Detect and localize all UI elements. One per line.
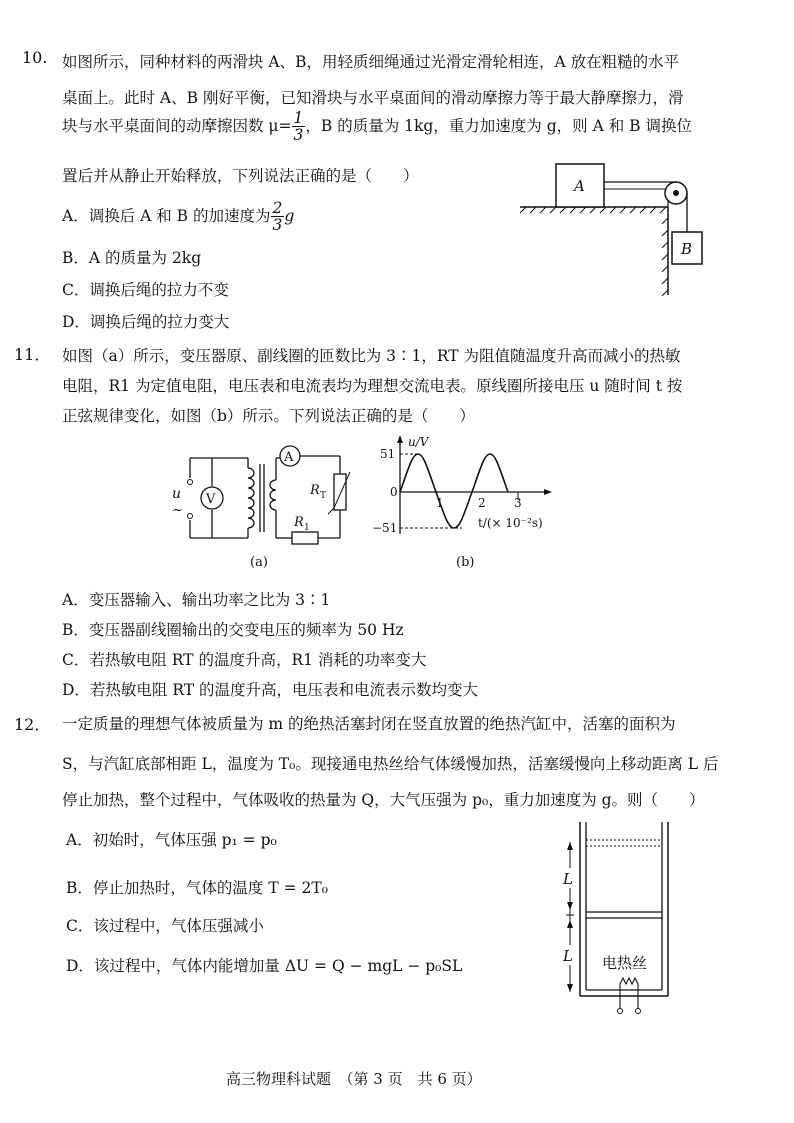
q11-line1: 如图（a）所示，变压器原、副线圈的匝数比为 3∶1，RT 为阻值随温度升高而减小的热敏 <box>62 347 681 365</box>
q11-option-b: B．变压器副线圈输出的交变电压的频率为 50 Hz <box>62 621 404 639</box>
q10-option-b: B．A 的质量为 2kg <box>62 249 202 267</box>
accel-fraction: $\frac{2}{3}$ <box>272 199 283 235</box>
q10-line4: 置后并从静止开始释放，下列说法正确的是（ ） <box>62 167 419 185</box>
q10-line3-part1: 块与水平桌面间的动摩擦因数 μ= <box>62 116 292 135</box>
q10-option-a: A．调换后 A 和 B 的加速度为 $\frac{2}{3}$ g <box>62 199 295 235</box>
q12-option-c: C．该过程中，气体压强减小 <box>66 917 264 935</box>
heater-label: 电热丝 <box>602 954 648 972</box>
q11-option-d: D．若热敏电阻 RT 的温度升高，电压表和电流表示数均变大 <box>62 681 479 699</box>
heater-coil <box>620 978 638 990</box>
q12-cylinder-diagram <box>550 820 690 1020</box>
block-b-label: B <box>681 240 693 258</box>
q10-line3-part2: ，B 的质量为 1kg，重力加速度为 g，则 A 和 B 调换位 <box>305 116 692 135</box>
resistor-r1 <box>292 532 318 544</box>
svg-text:51: 51 <box>380 447 396 461</box>
q12-line1: 一定质量的理想气体被质量为 m 的绝热活塞封闭在竖直放置的绝热汽缸中，活塞的面积为 <box>62 715 676 733</box>
q11-circuit-diagram-a <box>168 438 368 574</box>
svg-text:T: T <box>320 491 327 501</box>
q12-line2: S，与汽缸底部相距 L，温度为 T₀。现接通电热丝给气体缓慢加热，活塞缓慢向上移动距离 L 后 <box>62 755 719 773</box>
q12-number: 12． <box>14 715 51 734</box>
distance-l-upper: L <box>563 870 573 888</box>
q10-option-d: D．调换后绳的拉力变大 <box>62 313 230 331</box>
svg-text:1: 1 <box>436 496 444 510</box>
q12-option-a: A．初始时，气体压强 p₁ = p₀ <box>66 831 277 849</box>
q11-voltage-graph-b <box>370 434 560 574</box>
q10-line2: 桌面上。此时 A、B 刚好平衡，已知滑块与水平桌面间的滑动摩擦力等于最大静摩擦力，滑 <box>62 89 684 107</box>
svg-text:u/V: u/V <box>408 435 429 449</box>
page-footer: 高三物理科试题 （第 3 页 共 6 页） <box>226 1070 482 1088</box>
q10-line3 <box>62 110 692 144</box>
mu-fraction: $\frac{1}{3}$ <box>293 109 304 145</box>
svg-text:−51: −51 <box>372 521 398 535</box>
q11-line3: 正弦规律变化，如图（b）所示。下列说法正确的是（ ） <box>62 407 475 425</box>
q11-option-c: C．若热敏电阻 RT 的温度升高，R1 消耗的功率变大 <box>62 651 427 669</box>
block-a-label: A <box>574 177 585 195</box>
svg-text:1: 1 <box>304 523 310 533</box>
svg-text:A: A <box>284 450 294 465</box>
q11-option-a: A．变压器输入、输出功率之比为 3∶1 <box>62 591 331 609</box>
svg-text:t/(× 10⁻²s): t/(× 10⁻²s) <box>478 516 543 530</box>
q10-option-c: C．调换后绳的拉力不变 <box>62 281 229 299</box>
svg-text:~: ~ <box>172 503 183 518</box>
svg-text:2: 2 <box>478 496 486 510</box>
svg-text:V: V <box>206 492 216 507</box>
q12-line3: 停止加热，整个过程中，气体吸收的热量为 Q，大气压强为 p₀，重力加速度为 g。则（ ） <box>62 791 705 809</box>
q10-line1: 如图所示，同种材料的两滑块 A、B，用轻质细绳通过光滑定滑轮相连，A 放在粗糙的水平 <box>62 53 680 71</box>
svg-text:u: u <box>172 486 182 502</box>
distance-l-lower: L <box>563 947 573 965</box>
svg-text:3: 3 <box>514 496 522 510</box>
q12-option-d: D．该过程中，气体内能增加量 ΔU = Q − mgL − p₀SL <box>66 957 463 975</box>
q12-option-b: B．停止加热时，气体的温度 T = 2T₀ <box>66 879 328 897</box>
q11-number: 11． <box>14 345 51 364</box>
svg-text:R: R <box>294 515 304 530</box>
figure-a-caption: (a) <box>250 555 268 570</box>
q11-line2: 电阻，R1 为定值电阻，电压表和电流表均为理想交流电表。原线圈所接电压 u 随时间 t 按 <box>62 377 683 395</box>
q10-number: 10. <box>22 48 48 67</box>
svg-text:R: R <box>310 483 320 498</box>
svg-text:0: 0 <box>390 485 398 499</box>
q10-pulley-diagram <box>518 160 718 300</box>
figure-b-caption: (b) <box>456 555 475 570</box>
